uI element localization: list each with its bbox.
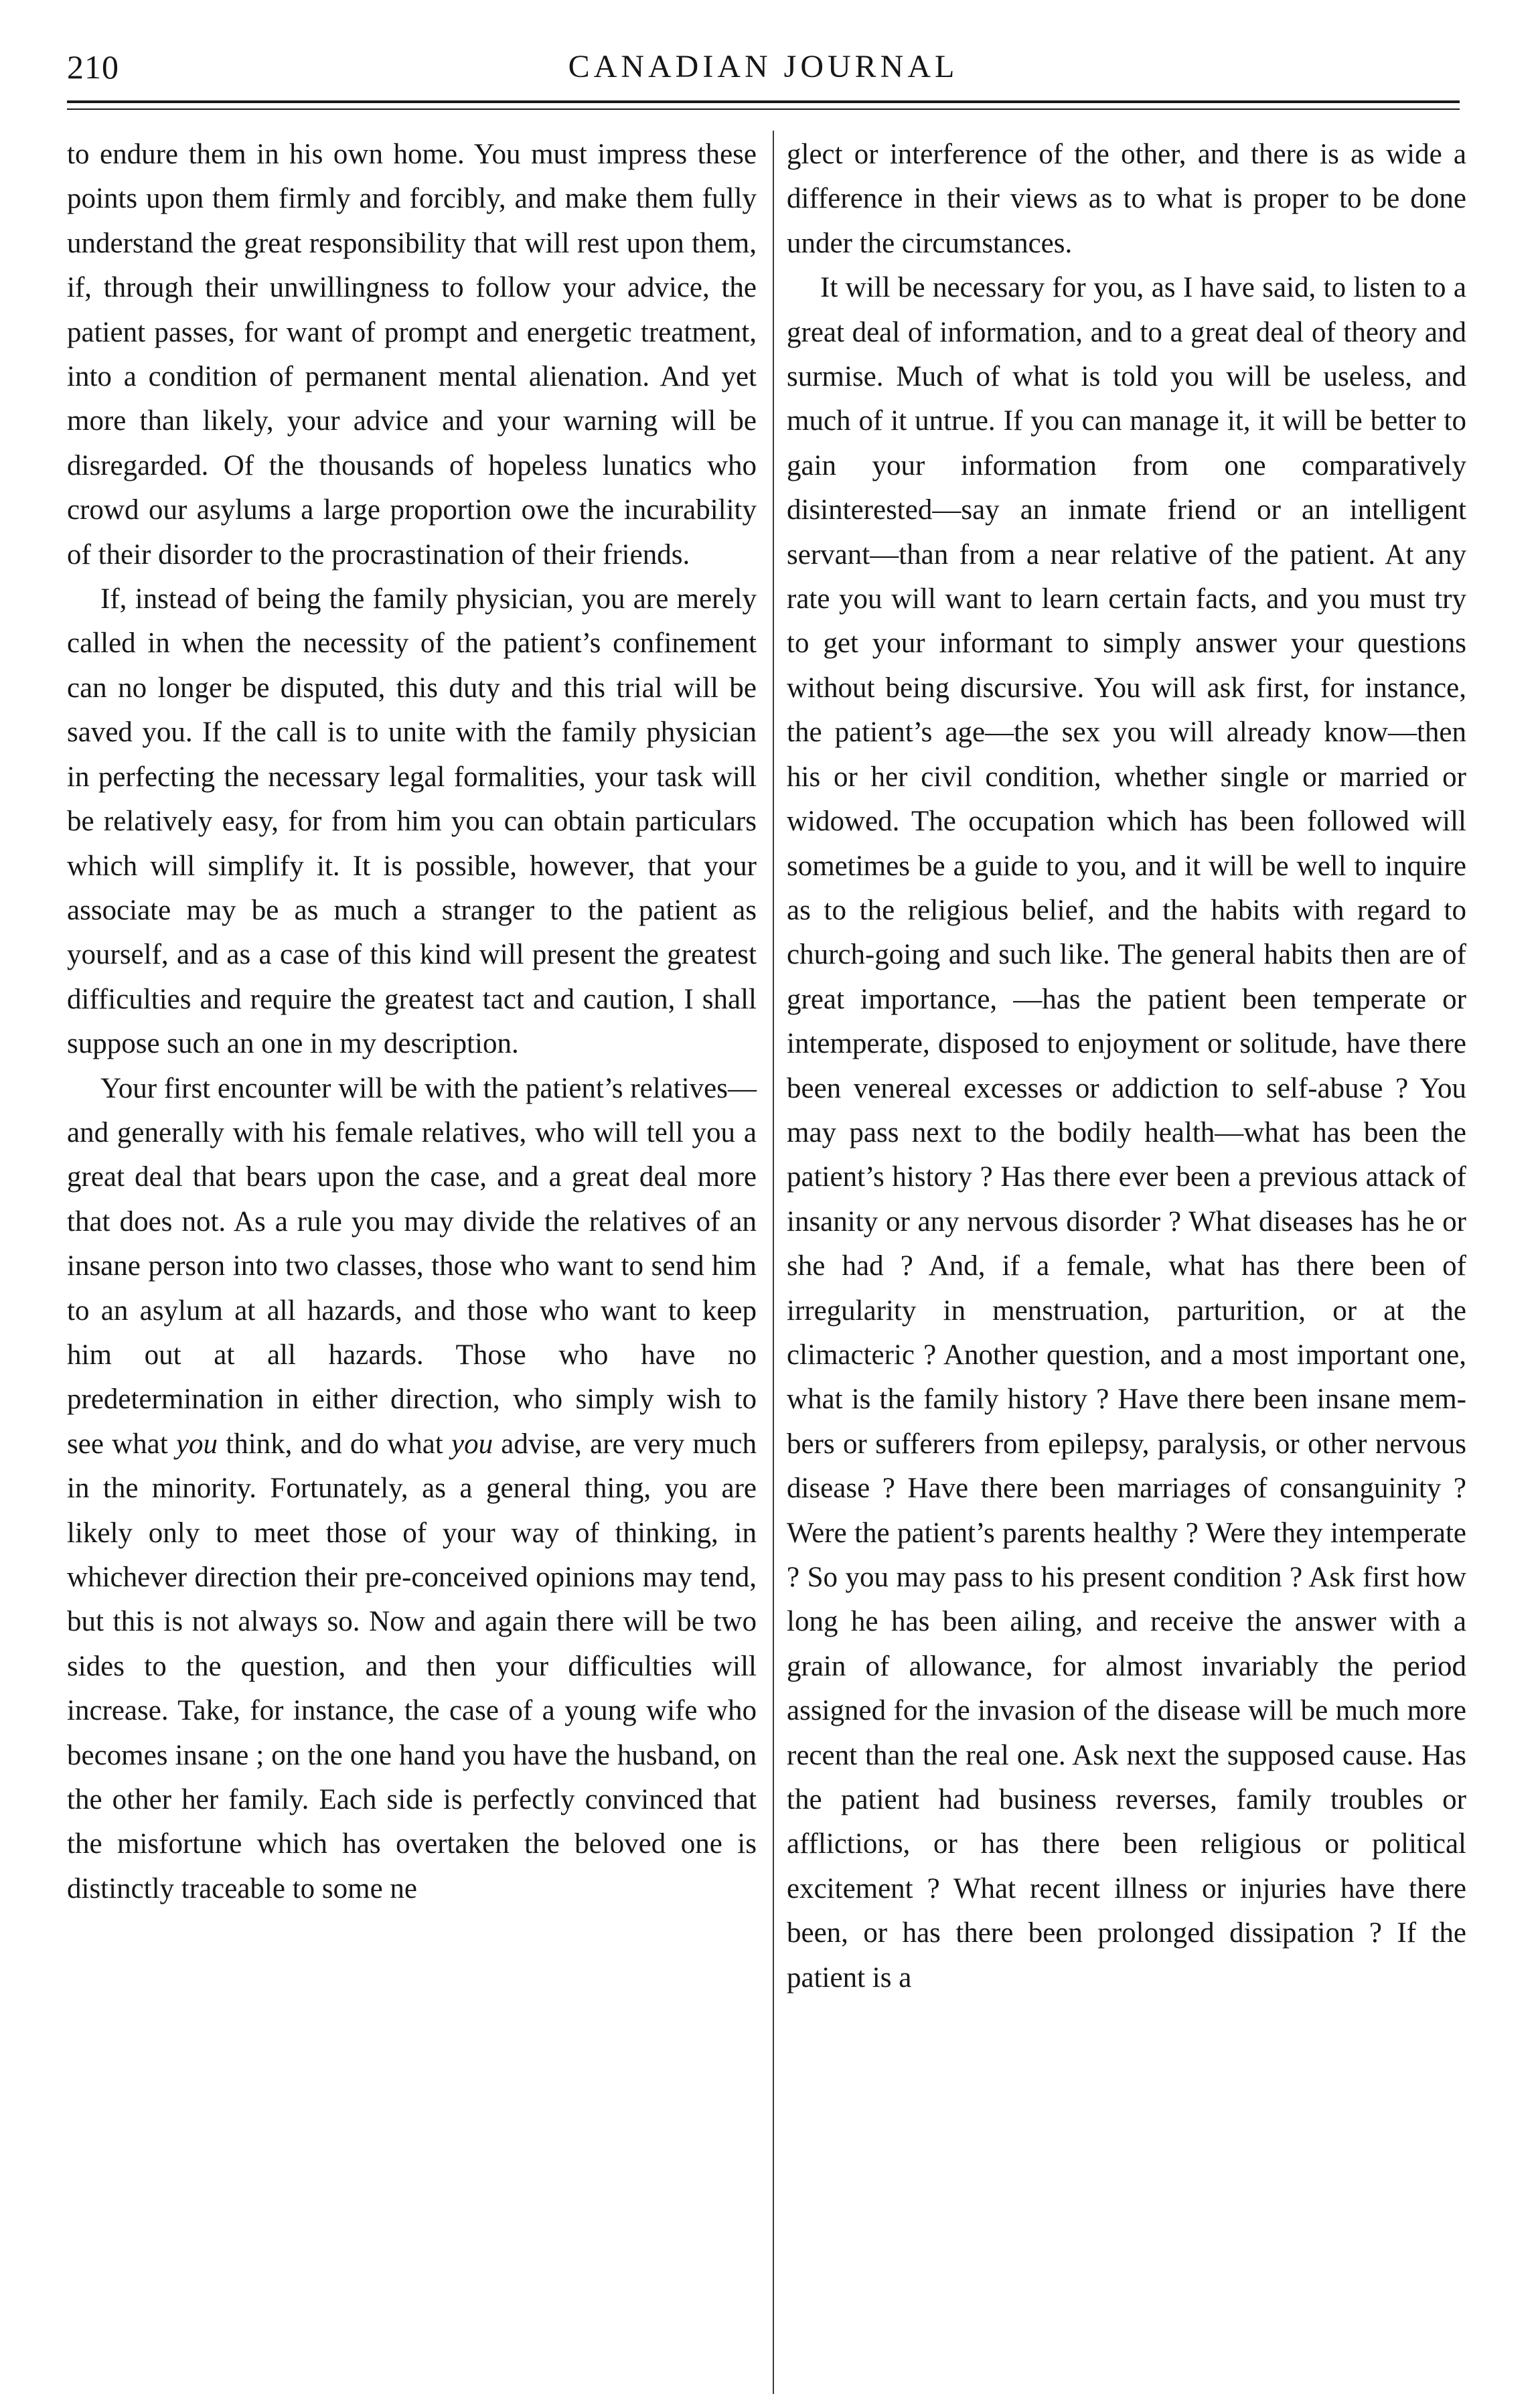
page-header bbox=[67, 39, 1460, 92]
left-paragraph-3 bbox=[67, 1067, 757, 1912]
left-paragraph-3-part-b: think, and do what bbox=[218, 1428, 451, 1460]
emphasis-you-2: you bbox=[451, 1428, 493, 1460]
right-paragraph-1: glect or interference of the other, and there is as wide a difference in their views as to what is proper to be done under the circumstances. bbox=[787, 139, 1466, 259]
right-paragraph-2: It will be necessary for you, as I have said, to listen to a great deal of information, and to a great deal of theory and surmise. Much of what is told you will be useless, and much of it untrue. If you can manage it, it will be better to gain your information from one comparatively disinterested—say an inmate friend or an intelligent servant—than from a near relative of the patient. At any rate you will want to learn certain facts, and you must try to get your informant to simply answer your questions without being discursive. You will ask first, for instance, the patient’s age—the sex you will already know—then his or her civil condition, whether single or married or widowed. The occupation which has been followed will sometimes be a guide to you, and it will be well to inquire as to the religious belief, and the habits with regard to church-going and such like. The general habits then are of great importance, —has the patient been temperate or intemperate, disposed to enjoyment or solitude, have there been venereal excesses or addiction to self-abuse ? You may pass next to the bodily health—what has been the patient’s history ? Has there ever been a previous attack of insanity or any nervous disorder ? What diseases has he or she had ? And, if a female, what has there been of irregularity in menstruation, parturition, or at the climacteric ? Another question, and a most important one, what is the family history ? Have there been insane members or sufferers from epilepsy, paralysis, or other nervous disease ? Have there been marriages of consanguinity ? Were the patient’s parents healthy ? Were they intemperate ? So you may pass to his present condition ? Ask first how long he has been ailing, and receive the answer with a grain of allowance, for almost invariably the period assigned for the invasion of the disease will be much more recent than the real one. Ask next the supposed cause. Has the patient had business reverses, family troubles or afflictions, or has there been religious or political excitement ? What recent illness or injuries have there been, or has there been prolonged dissipation ? If the patient is a bbox=[787, 272, 1466, 1994]
left-paragraph-3-part-c: advise, are very much in the minority. Fortunately, as a general thing, you are likely only to meet those of your way of thinking, in whichever direction their pre-conceived opinions may tend, but this is not always so. Now and again there will be two sides to the question, and then your difficulties will increase. Take, for instance, the case of a young wife who becomes insane ; on the one hand you have the husband, on the other her family. Each side is perfectly convinced that the misfortune which has overtaken the beloved one is distinctly traceable to some ne bbox=[67, 1428, 757, 1904]
left-paragraph-1: to endure them in his own home. You must impress these points upon them firmly and forcibly, and make them fully understand the great responsibility that will rest upon them, if, through their unwillingness to follow your advice, the patient passes, for want of prompt and energetic treatment, into a condition of permanent mental alienation. And yet more than likely, your advice and your warning will be disregarded. Of the thousands of hopeless lunatics who crowd our asylums a large proportion owe the incurability of their disorder to the procrastination of their friends. bbox=[67, 139, 757, 571]
emphasis-you-1: you bbox=[175, 1428, 218, 1460]
left-column bbox=[67, 133, 757, 1911]
header-rule-thin bbox=[67, 108, 1460, 110]
page-number: 210 bbox=[67, 48, 119, 86]
column-divider bbox=[773, 131, 774, 2394]
header-rule-thick bbox=[67, 100, 1460, 103]
running-title: CANADIAN JOURNAL bbox=[568, 49, 959, 84]
left-paragraph-2: If, instead of being the family physician, you are merely called in when the necessity of the patient’s confinement can no longer be disputed, this duty and this trial will be saved you. If the call is to unite with the family physician in perfecting the necessary legal formalities, your task will be relatively easy, for from him you can obtain particulars which will simplify it. It is possible, however, that your associate may be as much a stranger to the patient as yourself, and as a case of this kind will present the greatest difficulties and require the greatest tact and caution, I shall suppose such an one in my description. bbox=[67, 583, 757, 1060]
right-column bbox=[787, 133, 1466, 2000]
left-paragraph-3-part-a: Your first encounter will be with the patient’s relatives—and generally with his female relatives, who will tell you a great deal that bears upon the case, and a great deal more that does not. As a rule you may divide the relatives of an insane person into two classes, those who want to send him to an asylum at all hazards, and those who want to keep him out at all hazards. Those who have no predetermination in either direction, who simply wish to see what bbox=[67, 1072, 757, 1460]
